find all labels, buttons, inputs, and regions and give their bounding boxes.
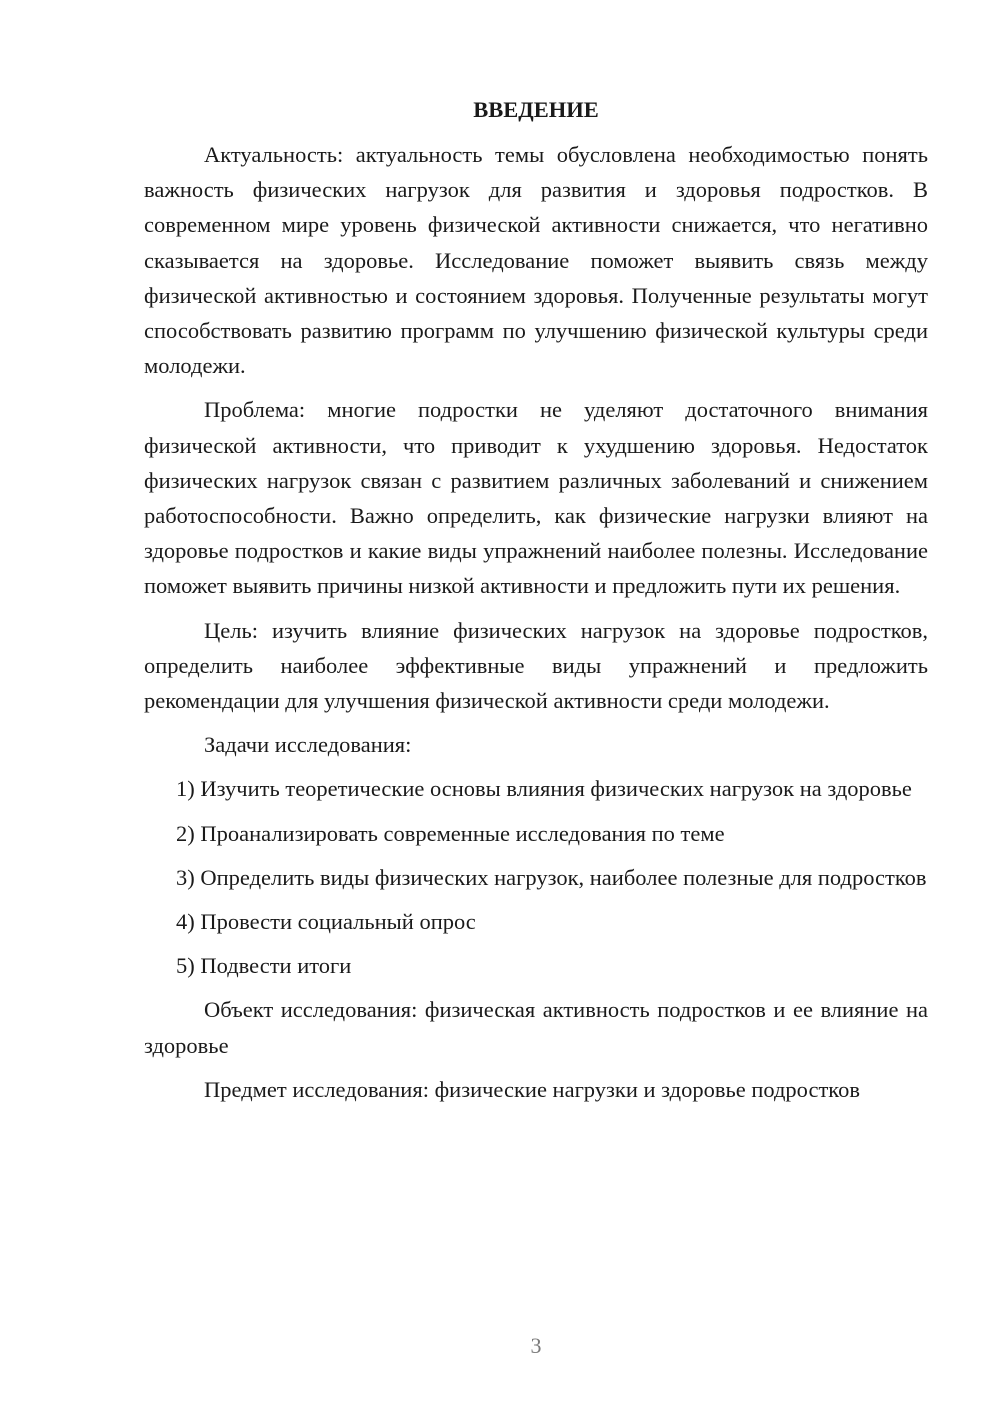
tasks-heading: Задачи исследования: — [204, 732, 412, 758]
problem-paragraph: Проблема: многие подростки не уделяют достаточного внимания физической активности, что приводит к ухудшению здоровья. Недостаток физических нагрузок связан с развитием различных заболеваний и снижением работоспособности. Важно определить, как физические нагрузки влияют на здоровье подростков и какие виды упражнений наиболее полезны. Исследование поможет выявить причины низкой активности и предложить пути их решения. — [144, 397, 928, 599]
object-paragraph: Объект исследования: физическая активность подростков и ее влияние на здоровье — [144, 997, 928, 1058]
goal-paragraph: Цель: изучить влияние физических нагрузок на здоровье подростков, определить наиболее эффективные виды упражнений и предложить рекомендации для улучшения физической активности среди молодежи. — [144, 617, 928, 714]
list-item: 2) Проанализировать современные исследования по теме — [176, 820, 725, 846]
list-item: 5) Подвести итоги — [176, 953, 352, 979]
list-item: 3) Определить виды физических нагрузок, наиболее полезные для подростков — [176, 864, 927, 890]
section-title: ВВЕДЕНИЕ — [473, 97, 599, 122]
list-item: 4) Провести социальный опрос — [176, 909, 476, 935]
document-body — [144, 92, 928, 1116]
list-item: 1) Изучить теоретические основы влияния физических нагрузок на здоровье — [176, 776, 912, 802]
relevance-paragraph: Актуальность: актуальность темы обусловлена необходимостью понять важность физических нагрузок для развития и здоровья подростков. В современном мире уровень физической активности снижается, что негативно сказывается на здоровье. Исследование поможет выявить связь между физической активностью и состоянием здоровья. Полученные результаты могут способствовать развитию программ по улучшению физической культуры среди молодежи. — [144, 142, 928, 379]
subject-paragraph: Предмет исследования: физические нагрузки и здоровье подростков — [204, 1076, 860, 1102]
page-number: 3 — [530, 1333, 542, 1358]
